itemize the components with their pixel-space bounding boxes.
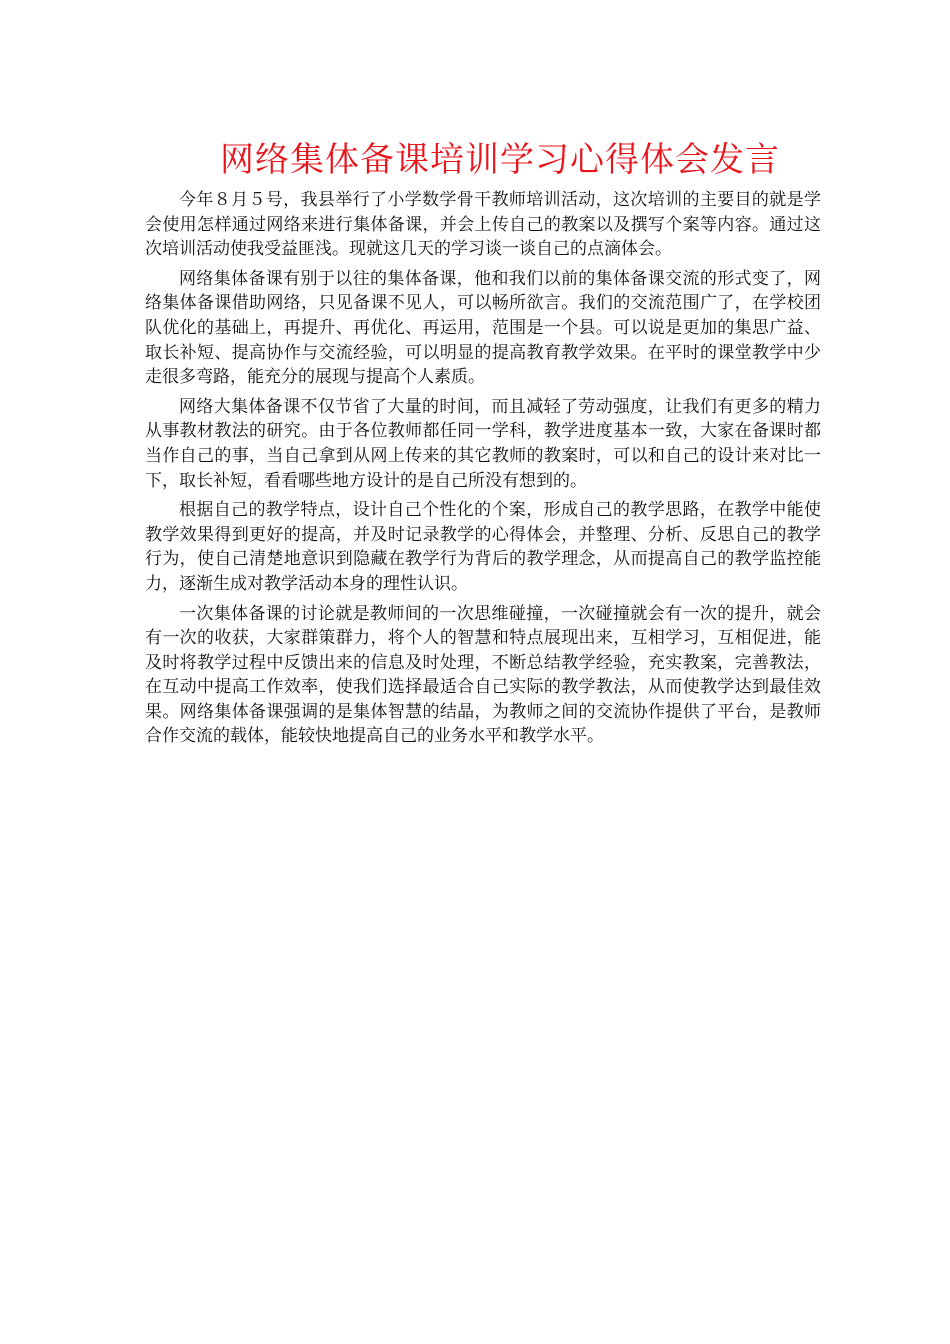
paragraph-5: 一次集体备课的讨论就是教师间的一次思维碰撞，一次碰撞就会有一次的提升，就会有一次的收获，大家群策群力，将个人的智慧和特点展现出来，互相学习，互相促进，能及时将教学过程中反馈出来的信息及时处理，不断总结教学经验，充实教案，完善教法，在互动中提高工作效率，使我们选择最适合自己实际的教学教法，从而使教学达到最佳效果。网络集体备课强调的是集体智慧的结晶，为教师之间的交流协作提供了平台，是教师合作交流的载体，能较快地提高自己的业务水平和教学水平。 — [145, 603, 821, 747]
paragraph-1: 今年８月５号，我县举行了小学数学骨干教师培训活动，这次培训的主要目的就是学会使用怎样通过网络来进行集体备课，并会上传自己的教案以及撰写个案等内容。通过这次培训活动使我受益匪浅。现就这几天的学习谈一谈自己的点滴体会。 — [145, 190, 821, 260]
document-title: 网络集体备课培训学习心得体会发言 — [220, 140, 780, 180]
document-body — [145, 188, 821, 754]
paragraph-3: 网络大集体备课不仅节省了大量的时间，而且减轻了劳动强度，让我们有更多的精力从事教材教法的研究。由于各位教师都任同一学科，教学进度基本一致，大家在备课时都当作自己的事，当自己拿到从网上传来的其它教师的教案时，可以和自己的设计来对比一下，取长补短，看看哪些地方设计的是自己所没有想到的。 — [145, 396, 821, 491]
paragraph-4: 根据自己的教学特点，设计自己个性化的个案，形成自己的教学思路，在教学中能使教学效果得到更好的提高，并及时记录教学的心得体会，并整理、分析、反思自己的教学行为，使自己清楚地意识到隐藏在教学行为背后的教学理念，从而提高自己的教学监控能力，逐渐生成对教学活动本身的理性认识。 — [145, 500, 821, 594]
paragraph-2: 网络集体备课有别于以往的集体备课，他和我们以前的集体备课交流的形式变了，网络集体备课借助网络，只见备课不见人，可以畅所欲言。我们的交流范围广了，在学校团队优化的基础上，再提升、再优化、再运用，范围是一个县。可以说是更加的集思广益、取长补短、提高协作与交流经验，可以明显的提高教育教学效果。在平时的课堂教学中少走很多弯路，能充分的展现与提高个人素质。 — [145, 268, 821, 388]
